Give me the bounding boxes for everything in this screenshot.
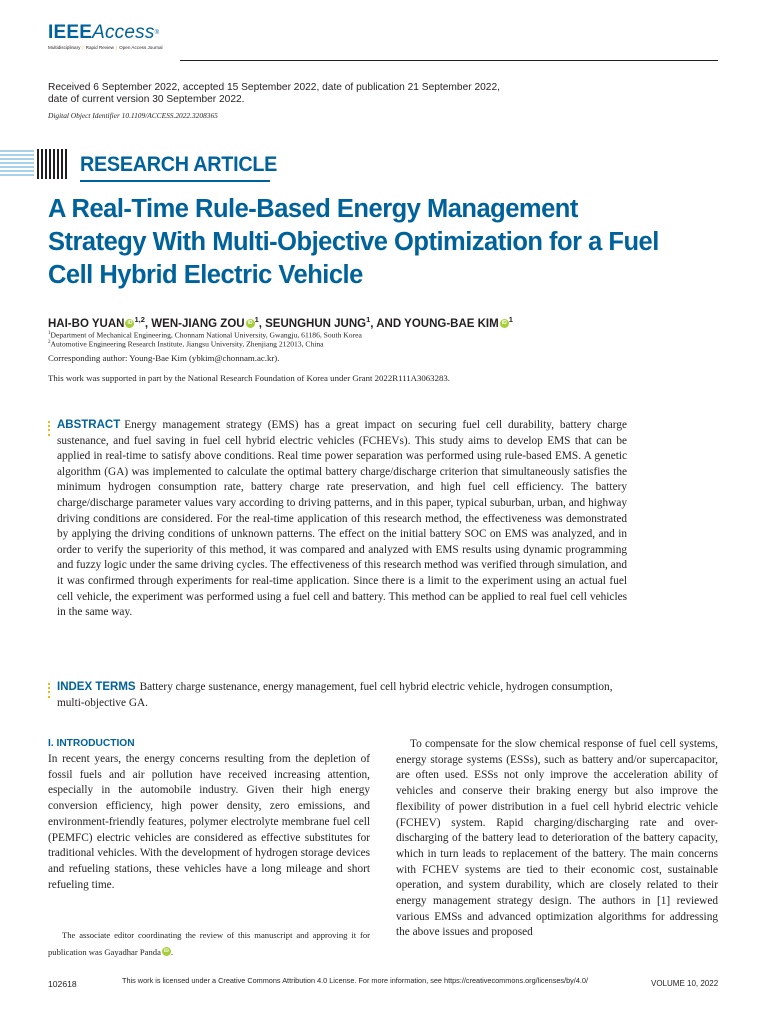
author-separator: , AND <box>370 317 405 330</box>
author-name: HAI-BO YUAN <box>48 317 125 330</box>
doi: Digital Object Identifier 10.1109/ACCESS.2022.3208365 <box>48 111 218 120</box>
author-name: SEUNGHUN JUNG <box>265 317 367 330</box>
license-note: This work is licensed under a Creative Commons Attribution 4.0 License. For more information, see https://creativecommons.org/licenses/by/4.0/ <box>122 976 588 985</box>
abstract-dots-decoration <box>48 421 52 438</box>
index-terms-heading: INDEX TERMS <box>57 681 136 693</box>
author-affiliation-mark: 1 <box>508 315 513 324</box>
received-dates: Received 6 September 2022, accepted 15 September 2022, date of publication 21 September 2022, date of current version 30 September 2022. <box>48 82 500 105</box>
orcid-icon[interactable]: iD <box>501 319 507 326</box>
affiliation-number: 2 <box>48 340 51 345</box>
trademark: ® <box>154 30 160 36</box>
index-terms-dots-decoration <box>48 683 52 700</box>
footnote-period: . <box>170 947 174 957</box>
corresponding-author: Corresponding author: Young-Bae Kim (ybkim@chonnam.ac.kr). <box>48 353 280 363</box>
section-heading-introduction: I. INTRODUCTION <box>48 738 135 749</box>
page-number: 102618 <box>48 979 77 989</box>
author-separator: , <box>258 317 266 330</box>
abstract <box>57 418 627 621</box>
orcid-icon[interactable]: iD <box>163 949 169 954</box>
index-terms-text: Battery charge sustenance, energy management, fuel cell hybrid electric vehicle, hydrogen consumption, multi-objective GA. <box>57 681 613 709</box>
funding-note: This work was supported in part by the National Research Foundation of Korea under Grant 2022R111A3063283. <box>48 373 450 383</box>
orcid-icon[interactable]: iD <box>247 319 253 326</box>
body-column-left <box>48 752 370 893</box>
journal-tagline <box>48 45 163 51</box>
index-terms <box>57 680 632 711</box>
affiliation-number: 1 <box>48 331 51 336</box>
author-affiliation-mark: 1 <box>254 315 259 324</box>
banner-underline <box>80 180 270 182</box>
author-name: YOUNG-BAE KIM <box>404 317 499 330</box>
tagline-separator: | <box>82 45 84 50</box>
paragraph: To compensate for the slow chemical response of fuel cell systems, energy storage systems (ESSs), such as battery and/or supercapacitor, are often used. ESSs not only improve the acceleration ability of vehicles and conserve their braking energy but also improve the flexibility of power distribution in a fuel cell hybrid electric vehicle (FCHEV) system. Rapid charging/discharging rate and over-discharging of the battery lead to deterioration of the battery capacity, which in turn leads to replacement of the battery. The main concerns with FCHEV systems are tied to their economic cost, sustainable operation, and system durability, which are closely related to their energy management strategy design. The authors in [1] reviewed various EMSs and advanced optimization algorithms for addressing the above issues and proposed <box>396 738 718 939</box>
author-affiliation-mark: 1,2 <box>134 315 145 324</box>
footnote-text: The associate editor coordinating the review of this manuscript and approving it for publication was Gayadhar Panda <box>48 930 370 957</box>
orcid-icon[interactable]: iD <box>127 319 133 326</box>
tagline-separator: | <box>115 45 118 50</box>
article-title: A Real-Time Rule-Based Energy Management Strategy With Multi-Objective Optimization for a Fuel Cell Hybrid Electric Vehicle <box>48 195 659 289</box>
affiliation-text: Department of Mechanical Engineering, Chonnam National University, Gwangju, 61186, South Korea <box>50 330 362 340</box>
paragraph: In recent years, the energy concerns resulting from the depletion of fossil fuels and air pollution have received increasing attention, especially in the automobile industry. Given their high energy conversion efficiency, high power density, zero emissions, and environment-friendly features, polymer electrolyte membrane fuel cell (PEMFC) electric vehicles are considered as effective substitutes for traditional vehicles. With the development of hydrogen storage devices and refueling stations, these vehicles have a long mileage and short refueling time. <box>48 753 370 891</box>
journal-logo-ieee: IEEE <box>48 22 93 43</box>
article-type-banner: RESEARCH ARTICLE <box>80 152 278 176</box>
body-column-right <box>396 737 718 941</box>
affiliation <box>48 338 668 349</box>
journal-logo-access: Access <box>92 22 155 43</box>
author-separator: , <box>144 317 152 330</box>
volume-label: VOLUME 10, 2022 <box>651 979 719 988</box>
affiliation-text: Automotive Engineering Research Institute, Jiangsu University, Zhenjiang 212013, China <box>50 339 324 349</box>
abstract-heading: ABSTRACT <box>57 419 121 431</box>
editor-footnote <box>48 927 370 961</box>
abstract-text: Energy management strategy (EMS) has a great impact on securing fuel cell durability, battery charge sustenance, and fuel saving in fuel cell hybrid electric vehicles (FCHEVs). This study aims to develop EMS that can be applied in real-time to satisfy above conditions. Real time power separation was performed using rule-based EMS. A genetic algorithm (GA) was implemented to calculate the optimal battery charge/discharge criterion that simultaneously satisfies the minimum hydrogen consumption rate, battery charge rate preservation, and high fuel cell efficiency. The battery charge/discharge parameter values vary according to driving patterns, and in this paper, typical suburban, urban, and highway driving conditions are considered. For the real-time application of this research method, the effectiveness was demonstrated by applying the driving conditions of unknown patterns. The effect on the initial battery SOC on EMS was analyzed, and in order to verify the superiority of this method, it was compared and analyzed with EMS results using dynamic programming and fuzzy logic under the same driving cycles. The effectiveness of this research method was verified through simulation, and it was confirmed through experiments for real-time application. Since there is a limit to the experiment using an actual fuel cell vehicle, the experiment was performed using a fuel cell and battery. This method can be applied to real fuel cell vehicles in the same way. <box>57 419 627 619</box>
author-name: WEN-JIANG ZOU <box>151 317 245 330</box>
author-affiliation-mark: 1 <box>366 315 371 324</box>
tagline-item: Multidisciplinary <box>48 45 81 50</box>
banner-stripes-decoration <box>0 148 72 180</box>
journal-logo <box>48 23 159 43</box>
tagline-item: Rapid Review <box>85 45 114 50</box>
tagline-item: Open Access Journal <box>119 45 163 50</box>
header-rule <box>180 60 718 61</box>
